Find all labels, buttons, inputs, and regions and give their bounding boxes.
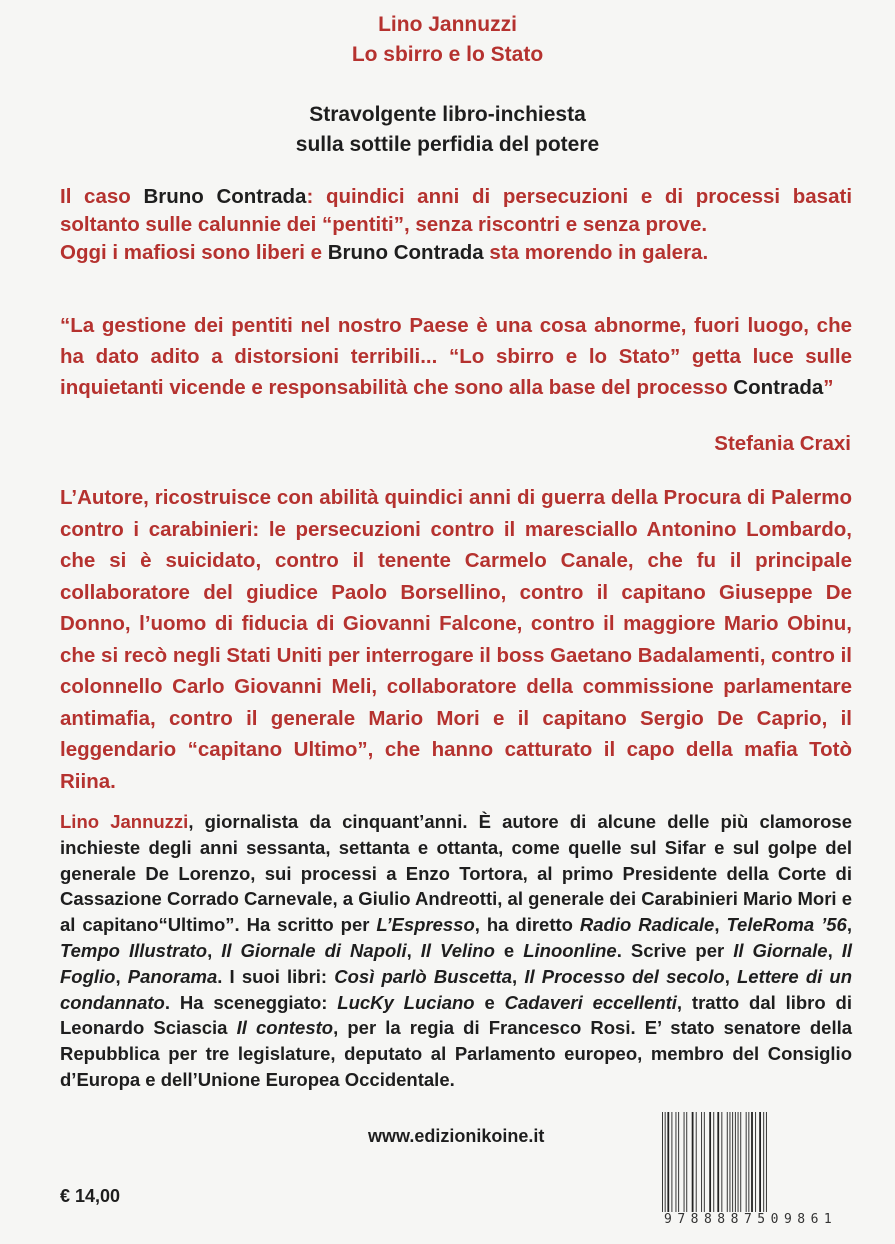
quote-close: ” — [823, 376, 834, 399]
bio-text: , — [207, 939, 222, 961]
quote-signature: Stefania Craxi — [714, 432, 851, 455]
tagline — [0, 100, 895, 160]
bio-text: , giornalista da cinquant’anni. È autore di alcune delle più clamorose inchieste degli anni sessanta, settanta e ottanta, come quelle sul Sifar e sul golpe del generale De Lorenzo, sui processi a Enzo Tortora, al primo Presidente della Corte di Cassazione Corrado Carnevale, a Giulio Andreotti, al generale dei Carabinieri Mario Mori e al capitano“Ultimo”. Ha scritto per — [60, 811, 852, 936]
tagline-line-1: Stravolgente libro-inchiesta — [309, 103, 586, 126]
bio-title: Cadaveri eccellenti — [504, 991, 677, 1013]
bio-title: Lettere di un condannato — [60, 965, 853, 1013]
bio-text: e — [474, 991, 505, 1013]
intro-text-2: : quindici anni di persecuzioni e di processi basati soltanto sulle calunnie dei “pentiti”, senza riscontri e senza prove. — [60, 185, 853, 236]
bio-title: Così parlò Buscetta — [334, 965, 513, 987]
quote-text: “La gestione dei pentiti nel nostro Paese è una cosa abnorme, fuori luogo, che ha dato adito a distorsioni terribili... “Lo sbirro e lo Stato” getta luce sulle inquietanti vicende e responsabilità che sono alla base del processo — [60, 314, 852, 399]
intro-text-1: Il caso — [60, 185, 144, 208]
price-label: € 14,00 — [60, 1186, 121, 1206]
bio-text: , — [115, 965, 128, 987]
bio-title: Il Giornale — [733, 939, 828, 961]
bio-text: e — [494, 939, 524, 961]
bio-name: Lino Jannuzzi — [60, 811, 189, 832]
author-bio — [60, 809, 852, 1093]
bio-text: , — [724, 965, 737, 987]
publisher-website: www.edizionikoine.it — [368, 1126, 545, 1146]
isbn-number: 9788887509861 — [664, 1212, 838, 1227]
bio-title: Il Velino — [420, 939, 495, 961]
bio-title: Il Foglio — [60, 939, 853, 987]
bio-text: , — [827, 939, 842, 961]
book-title: Lo sbirro e lo Stato — [351, 43, 544, 66]
quote-name: Contrada — [733, 376, 824, 399]
bio-text: , — [512, 965, 525, 987]
bio-text: , — [406, 939, 421, 961]
bio-text: . Scrive per — [616, 939, 734, 961]
bio-text: , ha diretto — [474, 914, 580, 936]
bio-text: . I suoi libri: — [217, 965, 335, 987]
intro-name-1: Bruno Contrada — [143, 185, 307, 208]
tagline-line-2: sulla sottile perfidia del potere — [295, 133, 600, 156]
intro-paragraph — [60, 183, 852, 267]
bio-title: Radio Radicale — [579, 914, 715, 936]
intro-name-2: Bruno Contrada — [327, 241, 484, 264]
bio-title: Il Giornale di Napoli — [221, 939, 407, 961]
summary-paragraph: L’Autore, ricostruisce con abilità quindici anni di guerra della Procura di Palermo contro i carabinieri: le persecuzioni contro il maresciallo Antonino Lombardo, che si è suicidato, contro il tenente Carmelo Canale, che fu il principale collaboratore del giudice Paolo Borsellino, contro il capitano Giuseppe De Donno, l’uomo di fiducia di Giovanni Falcone, contro il maggiore Mario Obinu, che si recò negli Stati Uniti per interrogare il boss Gaetano Badalamenti, contro il colonnello Carlo Giovanni Meli, collaboratore della commissione parlamentare antimafia, contro il generale Mario Mori e il capitano Sergio De Caprio, il leggendario “capitano Ultimo”, che hanno catturato il capo della mafia Totò Riina. — [60, 486, 852, 793]
bio-title: LucKy Luciano — [337, 991, 475, 1013]
intro-text-4: sta morendo in galera. — [483, 241, 709, 264]
quote-paragraph — [60, 310, 852, 403]
bio-title: Il Processo del secolo — [524, 965, 725, 987]
bio-text: , — [846, 914, 852, 936]
book-header — [0, 10, 895, 70]
bio-text: , per la regia di Francesco Rosi. E’ stato senatore della Repubblica per tre legislature, deputato al Parlamento europeo, membro del Consiglio d’Europa e dell’Unione Europea Occidentale. — [60, 1017, 853, 1090]
bio-text: , — [714, 914, 727, 936]
bio-title: Linoonline — [523, 939, 617, 961]
author-name: Lino Jannuzzi — [378, 13, 517, 36]
bio-title: Tempo Illustrato — [60, 939, 208, 961]
bio-text: , tratto dal libro di Leonardo Sciascia — [60, 991, 852, 1039]
bio-text: . Ha sceneggiato: — [164, 991, 338, 1013]
bio-title: Il contesto — [236, 1017, 334, 1039]
bio-title: L’Espresso — [376, 914, 475, 936]
bio-title: Panorama — [127, 965, 218, 987]
intro-text-3: Oggi i mafiosi sono liberi e — [60, 241, 328, 264]
bio-title: TeleRoma ’56 — [726, 914, 847, 936]
barcode — [660, 1112, 860, 1217]
